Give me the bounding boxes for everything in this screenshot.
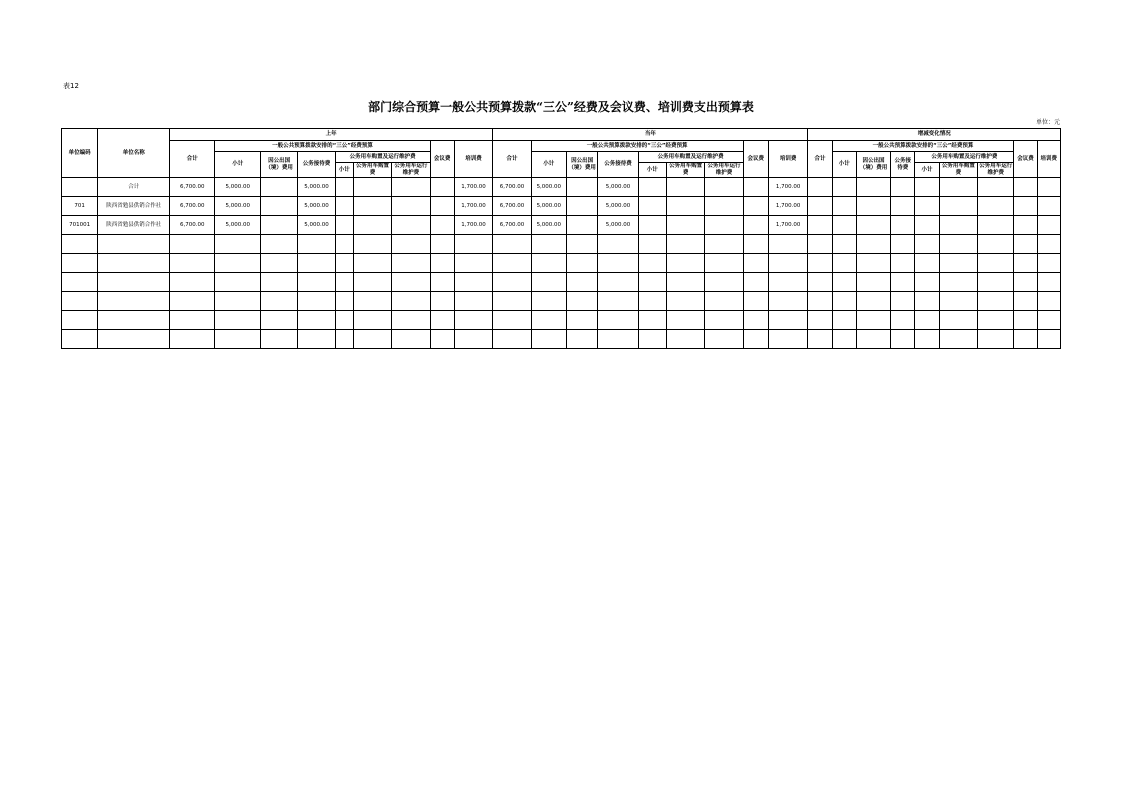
header-chg-vehicle-operation: 公务用车运行维护费 <box>979 163 1013 176</box>
cell-prev-reception: 5,000.00 <box>298 178 335 197</box>
header-chg-vehicle: 公务用车购置及运行维护费 <box>915 152 1014 163</box>
header-chg-abroad: 因公出国（境）费用 <box>856 152 890 178</box>
cell-cur-total: 6,700.00 <box>493 197 531 216</box>
budget-table <box>61 128 1061 349</box>
cell-cur-total: 6,700.00 <box>493 178 531 197</box>
header-unit-code: 单位编码 <box>62 129 98 178</box>
table-row-empty <box>62 235 1061 254</box>
table-row <box>62 197 1061 216</box>
header-prev-abroad: 因公出国（境）费用 <box>260 152 297 178</box>
header-prev-vehicle-subtotal: 小计 <box>335 163 353 178</box>
header-prev-training: 培训费 <box>454 141 492 178</box>
cell-cur-reception: 5,000.00 <box>598 197 638 216</box>
unit-label: 单位：元 <box>1035 119 1060 126</box>
header-cur-meeting: 会议费 <box>743 141 768 178</box>
cell-name: 陕西省勉县供销合作社 <box>98 216 170 235</box>
table-row-empty <box>62 311 1061 330</box>
header-chg-reception: 公务接待费 <box>891 152 915 178</box>
header-cur-reception: 公务接待费 <box>598 152 638 178</box>
cell-prev-training: 1,700.00 <box>454 216 492 235</box>
cell-code <box>62 178 98 197</box>
cell-name: 合计 <box>98 178 170 197</box>
cell-prev-reception: 5,000.00 <box>298 197 335 216</box>
header-unit-name: 单位名称 <box>98 129 170 178</box>
header-cur-vehicle-subtotal: 小计 <box>638 163 666 178</box>
header-group-current-year: 当年 <box>493 129 808 141</box>
header-cur-abroad: 因公出国（境）费用 <box>566 152 597 178</box>
table-row-empty <box>62 273 1061 292</box>
cell-cur-subtotal: 5,000.00 <box>531 178 566 197</box>
cell-code: 701001 <box>62 216 98 235</box>
header-prev-meeting: 会议费 <box>430 141 454 178</box>
header-prev-vehicle: 公务用车购置及运行维护费 <box>335 152 430 163</box>
header-prev-vehicle-purchase: 公务用车购置费 <box>353 163 391 178</box>
cell-prev-subtotal: 5,000.00 <box>215 197 260 216</box>
cell-prev-training: 1,700.00 <box>454 197 492 216</box>
cell-cur-reception: 5,000.00 <box>598 216 638 235</box>
header-group-change: 增减变化情况 <box>808 129 1061 141</box>
cell-prev-subtotal: 5,000.00 <box>215 178 260 197</box>
header-cur-sangong: 一般公共预算拨款安排的“三公”经费预算 <box>531 141 743 152</box>
header-chg-meeting: 会议费 <box>1014 141 1037 178</box>
header-chg-vehicle-subtotal: 小计 <box>915 163 939 178</box>
cell-prev-total: 6,700.00 <box>170 197 215 216</box>
page-title: 部门综合预算一般公共预算拨款“三公”经费及会议费、培训费支出预算表 <box>368 100 754 114</box>
table-row <box>62 216 1061 235</box>
table-row-empty <box>62 254 1061 273</box>
cell-prev-reception: 5,000.00 <box>298 216 335 235</box>
header-cur-vehicle: 公务用车购置及运行维护费 <box>638 152 743 163</box>
header-prev-reception: 公务接待费 <box>298 152 335 178</box>
cell-code: 701 <box>62 197 98 216</box>
header-prev-total: 合计 <box>170 141 215 178</box>
table-number: 表12 <box>63 82 79 90</box>
cell-cur-training: 1,700.00 <box>768 178 807 197</box>
cell-cur-reception: 5,000.00 <box>598 178 638 197</box>
table-row-empty <box>62 330 1061 349</box>
header-prev-vehicle-operation: 公务用车运行维护费 <box>392 163 430 178</box>
cell-cur-training: 1,700.00 <box>768 197 807 216</box>
header-prev-sangong: 一般公共预算拨款安排的“三公”经费预算 <box>215 141 430 152</box>
header-chg-total: 合计 <box>808 141 832 178</box>
cell-prev-total: 6,700.00 <box>170 178 215 197</box>
cell-name: 陕西省勉县供销合作社 <box>98 197 170 216</box>
cell-cur-subtotal: 5,000.00 <box>531 216 566 235</box>
header-cur-subtotal: 小计 <box>531 152 566 178</box>
cell-prev-total: 6,700.00 <box>170 216 215 235</box>
cell-cur-subtotal: 5,000.00 <box>531 197 566 216</box>
table-row-empty <box>62 292 1061 311</box>
cell-prev-training: 1,700.00 <box>454 178 492 197</box>
header-cur-vehicle-operation: 公务用车运行维护费 <box>705 163 743 178</box>
header-group-prev-year: 上年 <box>170 129 493 141</box>
header-cur-training: 培训费 <box>768 141 807 178</box>
cell-prev-subtotal: 5,000.00 <box>215 216 260 235</box>
header-cur-vehicle-purchase: 公务用车购置费 <box>666 163 704 178</box>
cell-cur-total: 6,700.00 <box>493 216 531 235</box>
header-prev-subtotal: 小计 <box>215 152 260 178</box>
header-chg-vehicle-purchase: 公务用车购置费 <box>939 163 977 178</box>
header-chg-training: 培训费 <box>1037 141 1060 178</box>
table-row-total <box>62 178 1061 197</box>
cell-cur-training: 1,700.00 <box>768 216 807 235</box>
header-chg-subtotal: 小计 <box>832 152 856 178</box>
header-chg-sangong: 一般公共预算拨款安排的“三公”经费预算 <box>832 141 1014 152</box>
header-cur-total: 合计 <box>493 141 531 178</box>
